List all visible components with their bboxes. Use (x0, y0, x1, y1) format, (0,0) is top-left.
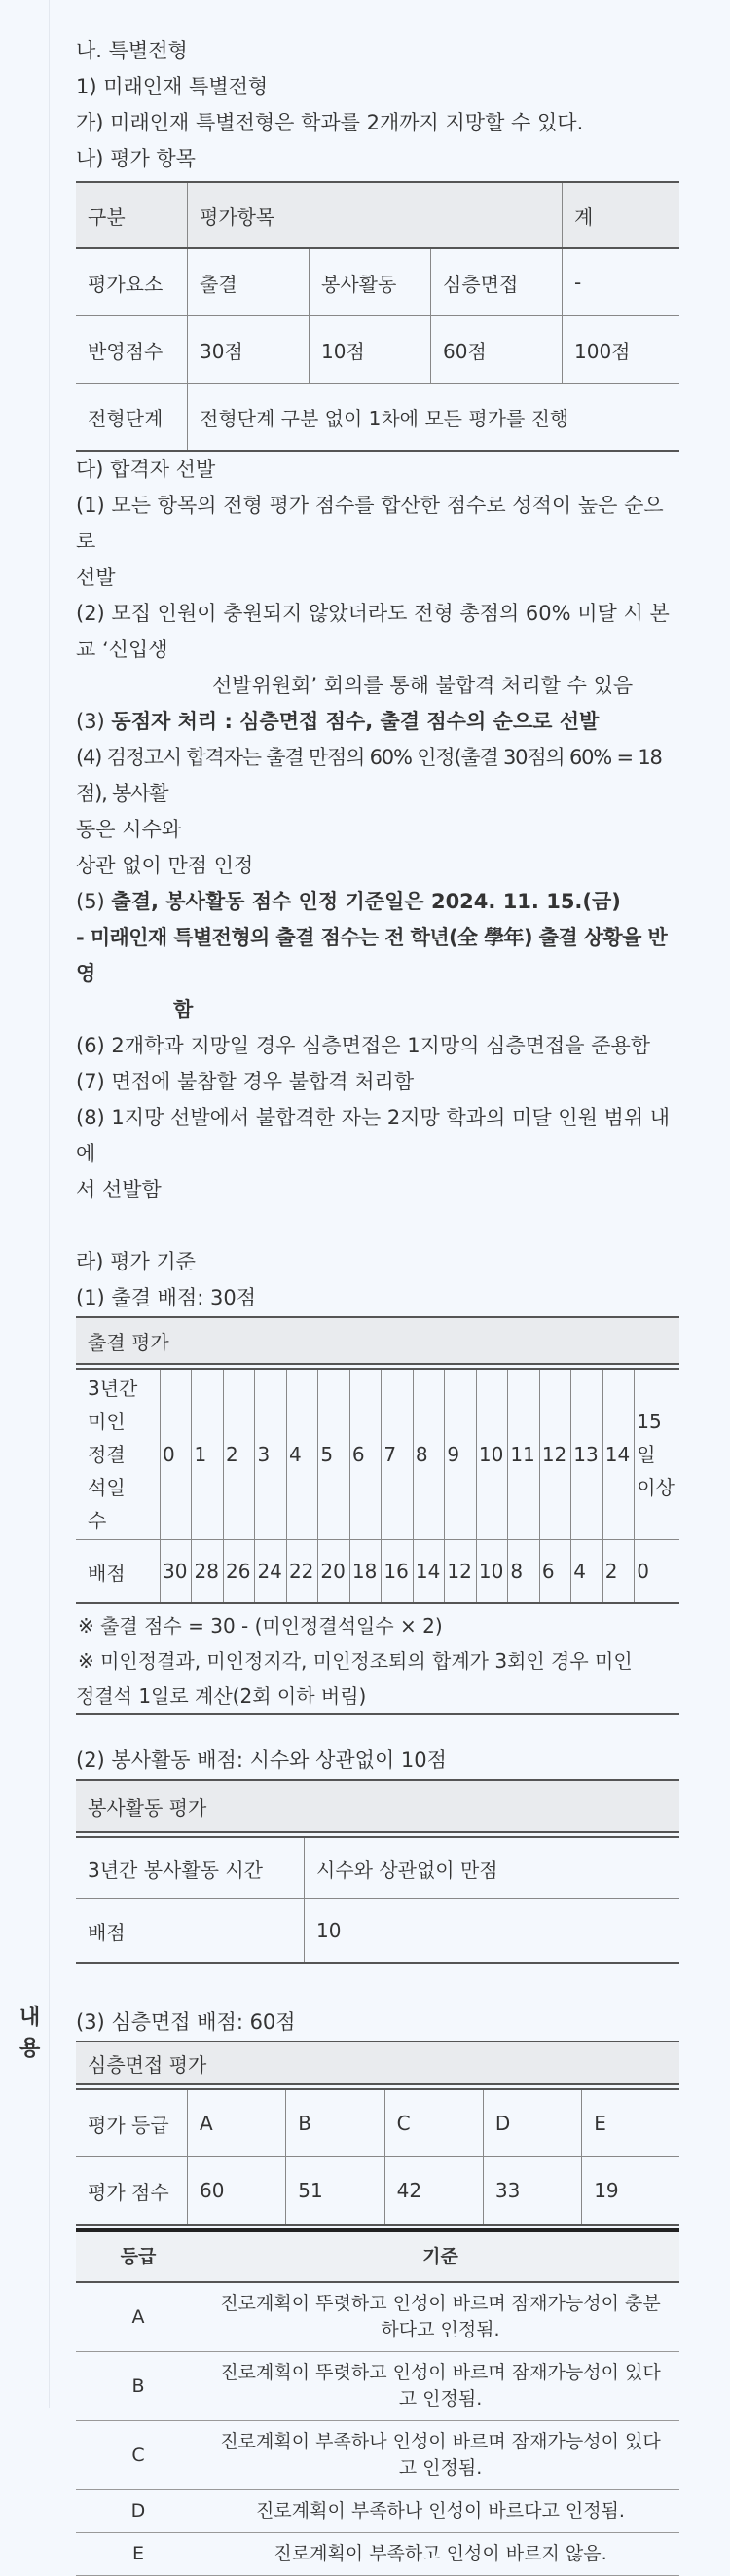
interview-table (76, 2088, 679, 2226)
selection-item-5 (76, 884, 679, 920)
table-row (76, 2421, 679, 2490)
table-row (76, 2533, 679, 2576)
document-content (76, 33, 679, 2576)
volunteer-caption: 봉사활동 평가 (76, 1779, 679, 1833)
reference-date-rule: 출결, 봉사활동 점수 인정 기준일은 2024. 11. 15.(금) (111, 890, 621, 913)
selection-item-4: (4) 검정고시 합격자는 출결 만점의 60% 인정(출결 30점의 60% = 18점), 봉사활 (76, 746, 662, 805)
item-prefix: (3) (76, 710, 112, 733)
table-cell: 출결 (188, 248, 310, 316)
table-row (76, 384, 679, 452)
score-cell: 4 (571, 1540, 602, 1604)
table-row (76, 2490, 679, 2533)
table-row (76, 1837, 679, 1899)
score-cell: 26 (223, 1540, 254, 1604)
table-cell: 10점 (310, 316, 431, 384)
grade-cell: A (188, 2089, 286, 2157)
selection-item-8-cont: 서 선발함 (76, 1178, 162, 1201)
desc-line: 하다고 인정됨. (381, 2319, 500, 2340)
score-cell: 16 (382, 1540, 413, 1604)
table-row (76, 1899, 679, 1964)
absence-days-row (76, 1369, 679, 1540)
label-line: 15 (637, 1410, 662, 1433)
grade-cell: E (582, 2089, 679, 2157)
grade-description (201, 2490, 680, 2533)
desc-line: 진로계획이 뚜렷하고 인성이 바르며 잠재가능성이 있다 (220, 2362, 661, 2383)
table-cell: 전형단계 구분 없이 1차에 모든 평가를 진행 (188, 384, 680, 452)
table-header-cell: 평가항목 (188, 182, 563, 248)
selection-item-3 (76, 704, 679, 740)
selection-item-7: (7) 면접에 불참할 경우 불합격 처리함 (76, 1070, 415, 1093)
table-cell: 시수와 상관없이 만점 (305, 1837, 680, 1899)
grade-description (201, 2421, 680, 2490)
attendance-note-2-cont: 정결석 1일로 계산(2회 이하 버림) (76, 1684, 367, 1708)
absence-days-cell: 14 (602, 1369, 634, 1540)
grade-cell: C (384, 2089, 483, 2157)
table-row (76, 2352, 679, 2421)
desc-line: 진로계획이 부족하고 인성이 바르지 않음. (274, 2543, 607, 2564)
grade-description (201, 2282, 680, 2352)
selection-heading: 다) 합격자 선발 (76, 458, 216, 481)
label-line: 미인 (88, 1410, 126, 1433)
absence-days-label (76, 1369, 161, 1540)
table-cell: 60점 (431, 316, 563, 384)
score-cell: 20 (318, 1540, 349, 1604)
table-cell: 100점 (563, 316, 680, 384)
absence-days-cell: 2 (223, 1369, 254, 1540)
label-line: 정결 (88, 1443, 126, 1466)
grade-description (201, 2352, 680, 2421)
absence-days-cell: 13 (571, 1369, 602, 1540)
selection-item-6: (6) 2개학과 지망일 경우 심층면접은 1지망의 심층면접을 준용함 (76, 1034, 651, 1057)
score-cell: 0 (635, 1540, 679, 1604)
label-line: 이상 (637, 1476, 675, 1499)
selection-item-5-sub-cont: 함 (173, 998, 194, 1021)
selection-item-8: (8) 1지망 선발에서 불합격한 자는 2지망 학과의 미달 인원 범위 내에 (76, 1106, 671, 1165)
grade-cell: D (483, 2089, 581, 2157)
table-header-cell: 계 (563, 182, 680, 248)
left-label-column (0, 0, 50, 2408)
absence-days-cell: 5 (318, 1369, 349, 1540)
desc-line: 진로계획이 부족하나 인성이 바르다고 인정됨. (256, 2500, 625, 2521)
absence-days-cell: 6 (349, 1369, 381, 1540)
absence-days-cell: 7 (382, 1369, 413, 1540)
desc-line: 고 인정됨. (398, 2388, 483, 2410)
score-cell: 24 (255, 1540, 286, 1604)
absence-days-cell: 12 (539, 1369, 570, 1540)
score-cell: 18 (349, 1540, 381, 1604)
tie-break-rule: 동점자 처리 : 심층면접 점수, 출결 점수의 순으로 선발 (111, 710, 600, 733)
table-cell: 평가요소 (76, 248, 188, 316)
score-cell: 2 (602, 1540, 634, 1604)
selection-item-2-cont: 선발위원회’ 회의를 통해 불합격 처리할 수 있음 (212, 674, 634, 697)
score-cell: 14 (413, 1540, 444, 1604)
table-row (76, 2282, 679, 2352)
table-row (76, 248, 679, 316)
score-cell: 51 (286, 2157, 384, 2226)
score-cell: 8 (508, 1540, 539, 1604)
grade-letter: A (76, 2282, 201, 2352)
evaluation-items-table (76, 181, 679, 452)
selection-item-4-cont: 동은 시수와 (76, 818, 182, 841)
label-line: 3년간 (88, 1377, 138, 1400)
absence-days-cell: 0 (161, 1369, 192, 1540)
selection-item-4-cont2: 상관 없이 만점 인정 (76, 854, 254, 877)
label-line: 석일 (88, 1476, 126, 1499)
criteria-heading: 라) 평가 기준 (76, 1250, 196, 1273)
item-a: 가) 미래인재 특별전형은 학과를 2개까지 지망할 수 있다. (76, 111, 584, 134)
absence-days-cell: 11 (508, 1369, 539, 1540)
table-header-row (76, 182, 679, 248)
attendance-score-row (76, 1540, 679, 1604)
attendance-caption: 출결 평가 (76, 1316, 679, 1365)
volunteer-table (76, 1836, 679, 1964)
attendance-note-1: ※ 출결 점수 = 30 - (미인정결석일수 × 2) (78, 1614, 443, 1638)
selection-item-1-cont: 선발 (76, 566, 116, 589)
table-cell: 배점 (76, 1899, 305, 1964)
absence-days-cell: 9 (445, 1369, 476, 1540)
absence-days-cell: 1 (192, 1369, 223, 1540)
selection-item-5-sub: - 미래인재 특별전형의 출결 점수는 전 학년(全 學年) 출결 상황을 반영 (76, 926, 668, 985)
absence-days-cell: 8 (413, 1369, 444, 1540)
grade-description (201, 2533, 680, 2576)
table-cell: 심층면접 (431, 248, 563, 316)
volunteer-title: (2) 봉사활동 배점: 시수와 상관없이 10점 (76, 1748, 447, 1772)
table-row (76, 2157, 679, 2226)
score-cell: 42 (384, 2157, 483, 2226)
attendance-table (76, 1368, 679, 1604)
score-cell: 6 (539, 1540, 570, 1604)
grade-cell: B (286, 2089, 384, 2157)
grade-letter: B (76, 2352, 201, 2421)
item-prefix: (5) (76, 890, 112, 913)
table-cell: 10 (305, 1899, 680, 1964)
grade-letter: C (76, 2421, 201, 2490)
desc-line: 고 인정됨. (398, 2457, 483, 2479)
table-cell: 평가 등급 (76, 2089, 188, 2157)
score-cell: 28 (192, 1540, 223, 1604)
desc-line: 진로계획이 뚜렷하고 인성이 바르며 잠재가능성이 충분 (220, 2293, 661, 2314)
score-label: 배점 (88, 1561, 126, 1585)
grade-criteria-table (76, 2228, 679, 2576)
table-row (76, 2089, 679, 2157)
score-cell: 12 (445, 1540, 476, 1604)
table-cell: 봉사활동 (310, 248, 431, 316)
selection-item-1: (1) 모든 항목의 전형 평가 점수를 합산한 점수로 성적이 높은 순으로 (76, 494, 664, 553)
absence-days-cell-last (635, 1369, 679, 1540)
table-header-cell: 기준 (201, 2230, 680, 2282)
absence-days-cell: 10 (476, 1369, 507, 1540)
table-header-row (76, 2230, 679, 2282)
table-row (76, 316, 679, 384)
label-line: 수 (88, 1509, 107, 1532)
table-cell: - (563, 248, 680, 316)
side-label: 내용 (19, 2006, 41, 2061)
selection-item-2: (2) 모집 인원이 충원되지 않았더라도 전형 총점의 60% 미달 시 본교 ‘신입생 (76, 602, 670, 661)
absence-days-cell: 3 (255, 1369, 286, 1540)
score-cell: 33 (483, 2157, 581, 2226)
absence-days-cell: 4 (286, 1369, 317, 1540)
attendance-note-2: ※ 미인정결과, 미인정지각, 미인정조퇴의 합계가 3회인 경우 미인 (78, 1649, 633, 1673)
table-cell: 평가 점수 (76, 2157, 188, 2226)
section-heading: 나. 특별전형 (76, 39, 188, 62)
score-cell: 10 (476, 1540, 507, 1604)
score-cell: 30 (161, 1540, 192, 1604)
table-cell: 반영점수 (76, 316, 188, 384)
desc-line: 진로계획이 부족하나 인성이 바르며 잠재가능성이 있다 (220, 2431, 661, 2452)
table-cell: 3년간 봉사활동 시간 (76, 1837, 305, 1899)
attendance-title: (1) 출결 배점: 30점 (76, 1286, 256, 1309)
table-cell: 전형단계 (76, 384, 188, 452)
grade-letter: E (76, 2533, 201, 2576)
score-cell: 60 (188, 2157, 286, 2226)
table-header-cell: 구분 (76, 182, 188, 248)
interview-title: (3) 심층면접 배점: 60점 (76, 2010, 296, 2034)
score-cell: 22 (286, 1540, 317, 1604)
label-line: 일 (637, 1443, 656, 1466)
table-header-cell: 등급 (76, 2230, 201, 2282)
table-cell: 30점 (188, 316, 310, 384)
score-cell: 19 (582, 2157, 679, 2226)
interview-caption: 심층면접 평가 (76, 2041, 679, 2085)
grade-letter: D (76, 2490, 201, 2533)
item-b: 나) 평가 항목 (76, 147, 196, 170)
subsection-title: 1) 미래인재 특별전형 (76, 75, 269, 98)
